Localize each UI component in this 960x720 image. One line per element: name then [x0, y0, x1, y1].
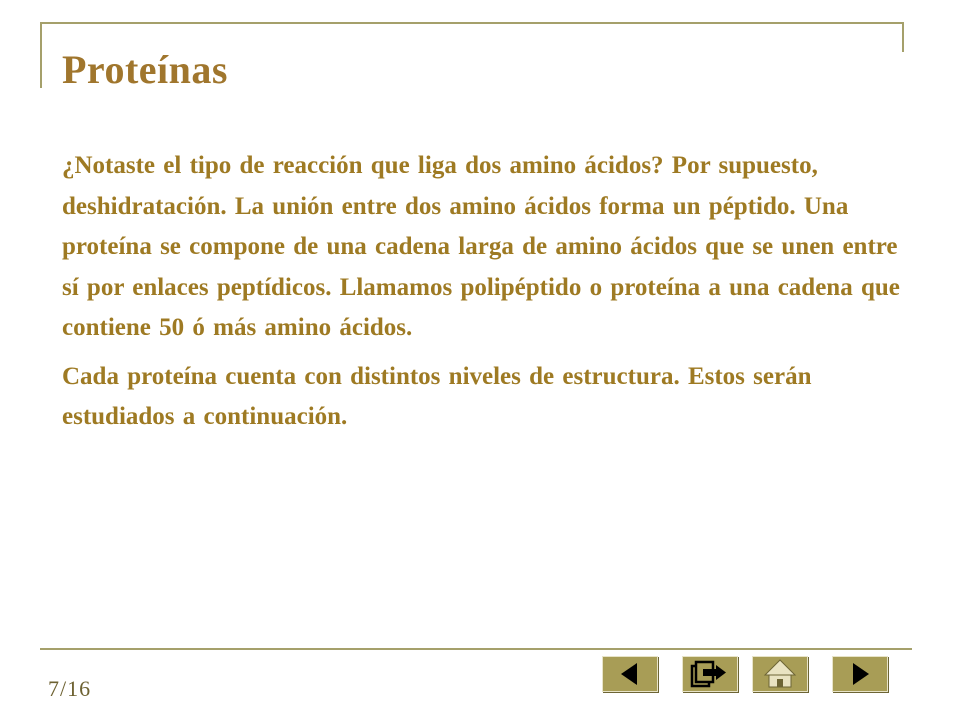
body-paragraph: Cada proteína cuenta con distintos niveles de estructura. Estos serán estudiados a continuación. [62, 362, 812, 430]
slide-title: Proteínas [62, 47, 228, 92]
exit-icon [683, 657, 737, 691]
frame-bottom-line [40, 648, 912, 650]
home-button[interactable] [752, 656, 808, 692]
previous-slide-button[interactable] [602, 656, 658, 692]
body-paragraph: ¿Notaste el tipo de reacción que liga dos amino ácidos? Por supuesto, deshidratación. La unión entre dos amino ácidos forma un péptido. Una proteína se compone de una cadena larga de amino ácidos que se unen entre sí por enlaces peptídicos. Llamamos polipéptido o proteína a una cadena que contiene 50 ó más amino ácidos. [62, 152, 900, 341]
home-icon [753, 657, 807, 691]
page-number: 7/16 [48, 676, 92, 701]
next-slide-button[interactable] [832, 656, 888, 692]
frame-left-line [40, 22, 42, 88]
frame-right-line [902, 22, 904, 52]
left-arrow-icon [603, 657, 657, 691]
right-arrow-icon [833, 657, 887, 691]
frame-top-line [40, 22, 904, 24]
end-show-button[interactable] [682, 656, 738, 692]
slide-body [62, 146, 902, 446]
